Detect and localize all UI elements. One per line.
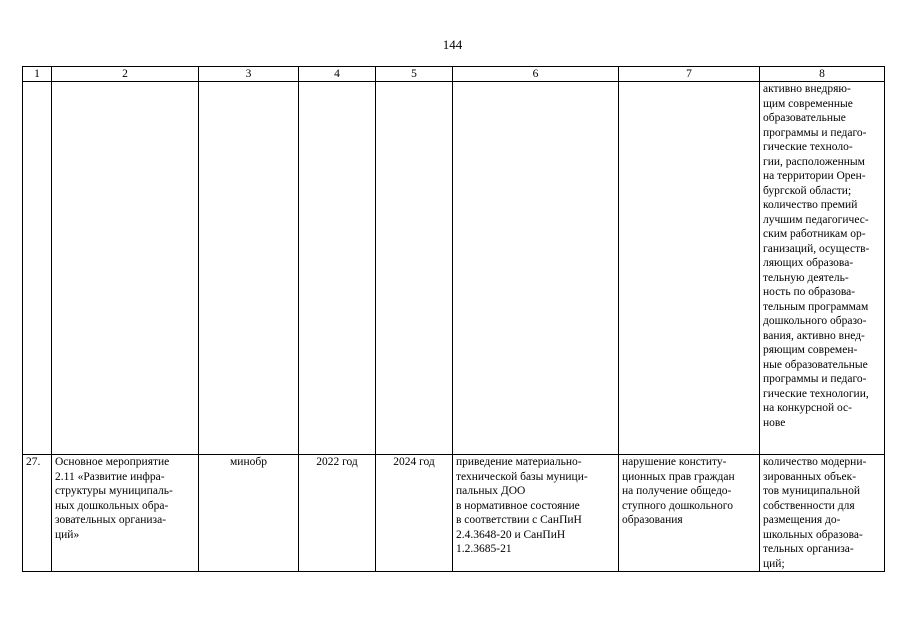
text-line: программы и педаго- <box>763 126 867 139</box>
table-row-27 <box>23 455 885 572</box>
text-line: технической базы муници- <box>456 470 588 483</box>
text-line: нове <box>763 416 786 429</box>
text-line: размещения до- <box>763 514 841 526</box>
text-line: ганизаций, осуществ- <box>763 242 870 255</box>
text-line: тельную деятель- <box>763 271 849 284</box>
text-line: нарушение конститу- <box>622 456 727 468</box>
text-line: 2.4.3648-20 и СанПиН <box>456 528 566 541</box>
text-line: ляющих образова- <box>763 257 854 269</box>
text-line: ных дошкольных обра- <box>55 499 169 512</box>
text-line: тельных организа- <box>763 543 854 555</box>
text-line: ные образовательные <box>763 358 868 371</box>
text-line: ность по образова- <box>763 286 856 298</box>
text-line: на территории Орен- <box>763 170 866 182</box>
text-line: приведение материально- <box>456 456 582 468</box>
text-line: тов муниципальной <box>763 485 860 497</box>
text-line: щим современные <box>763 97 853 110</box>
text-line: структуры муниципаль- <box>55 485 173 497</box>
text-line: ционных прав граждан <box>622 470 735 483</box>
text-line: бургской области; <box>763 184 852 197</box>
empty-cell <box>453 82 619 455</box>
text-line: на получение общедо- <box>622 485 732 497</box>
text-line: образовательные <box>763 112 846 124</box>
text-line: программы и педаго- <box>763 373 867 385</box>
text-line: дошкольного образо- <box>763 315 867 327</box>
column-number-header: 4 <box>299 67 376 82</box>
text-line: количество премий <box>763 199 858 211</box>
column-number-row <box>23 67 885 82</box>
text-line: ций; <box>763 557 785 570</box>
empty-cell <box>299 82 376 455</box>
column-number-header: 7 <box>619 67 760 82</box>
continuation-row <box>23 82 885 455</box>
text-line: зовательных организа- <box>55 514 167 526</box>
column-number-header: 6 <box>453 67 619 82</box>
empty-cell <box>52 82 199 455</box>
text-line: образования <box>622 514 683 526</box>
text-line: Основное мероприятие <box>55 456 170 468</box>
empty-cell <box>619 82 760 455</box>
row-number: 27. <box>23 455 52 572</box>
column-number-header: 3 <box>199 67 299 82</box>
text-line: 1.2.3685-21 <box>456 543 512 555</box>
text-line: ций» <box>55 528 80 541</box>
end-year-cell: 2024 год <box>376 455 453 572</box>
text-line: гии, расположенным <box>763 155 865 168</box>
executor-cell: минобр <box>199 455 299 572</box>
text-line: лучшим педагогичес- <box>763 213 869 226</box>
text-line: активно внедряю- <box>763 83 851 95</box>
column-number-header: 5 <box>376 67 453 82</box>
text-line: зированных объек- <box>763 470 857 483</box>
empty-cell <box>199 82 299 455</box>
page-number: 144 <box>442 37 463 52</box>
text-line: школьных образова- <box>763 528 863 541</box>
indicator-cell <box>760 82 885 455</box>
column-number-header: 2 <box>52 67 199 82</box>
text-line: собственности для <box>763 499 855 512</box>
empty-cell <box>376 82 453 455</box>
start-year-cell: 2022 год <box>299 455 376 572</box>
text-line: в нормативное состояние <box>456 499 580 512</box>
measures-table <box>22 66 885 572</box>
text-line: тельным программам <box>763 300 869 313</box>
text-line: ряющим современ- <box>763 344 858 356</box>
column-number-header: 1 <box>23 67 52 82</box>
text-line: вания, активно внед- <box>763 329 865 342</box>
text-line: 2.11 «Развитие инфра- <box>55 470 165 483</box>
text-line: количество модерни- <box>763 456 867 468</box>
column-number-header: 8 <box>760 67 885 82</box>
text-line: в соответствии с СанПиН <box>456 514 582 526</box>
measure-name-cell <box>52 455 199 572</box>
text-line: гические технологии, <box>763 387 869 400</box>
text-line: ступного дошкольного <box>622 499 733 512</box>
empty-cell <box>23 82 52 455</box>
text-line: ским работникам ор- <box>763 228 866 240</box>
indicator-cell <box>760 455 885 572</box>
expected-result-cell <box>453 455 619 572</box>
text-line: на конкурсной ос- <box>763 402 852 414</box>
text-line: пальных ДОО <box>456 485 526 497</box>
text-line: гические техноло- <box>763 141 853 153</box>
consequence-cell <box>619 455 760 572</box>
